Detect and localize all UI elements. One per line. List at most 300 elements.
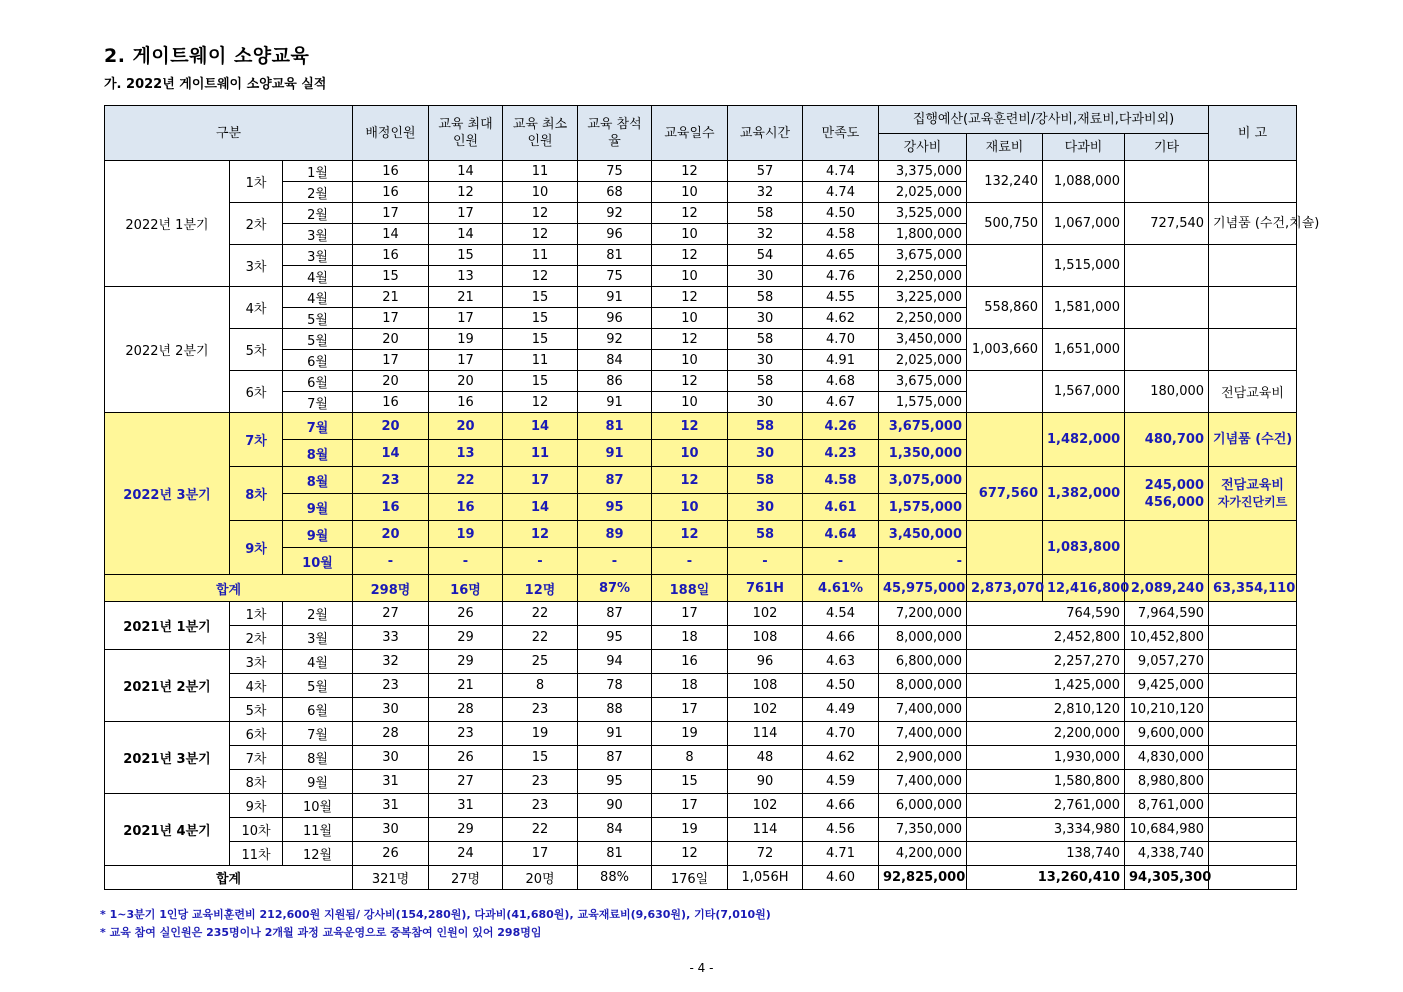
value-cell: 75 bbox=[578, 161, 652, 182]
value-cell: 4.66 bbox=[803, 794, 879, 818]
instructor-fee-cell: - bbox=[879, 548, 967, 575]
material-cell: 558,860 bbox=[967, 287, 1043, 329]
snack-cell: 1,651,000 bbox=[1043, 329, 1125, 371]
value-cell: 11 bbox=[503, 245, 578, 266]
total-cost-cell: 4,338,740 bbox=[1125, 842, 1209, 866]
value-cell: 22 bbox=[429, 467, 503, 494]
value-cell: 12 bbox=[429, 182, 503, 203]
value-cell: 92 bbox=[578, 203, 652, 224]
value-cell: 28 bbox=[429, 698, 503, 722]
value-cell: 23 bbox=[353, 467, 429, 494]
value-cell: 30 bbox=[728, 350, 803, 371]
instructor-fee-cell: 3,675,000 bbox=[879, 413, 967, 440]
value-cell: 16 bbox=[353, 392, 429, 413]
total-value: 45,975,000 bbox=[879, 575, 967, 602]
header-min: 교육 최소인원 bbox=[503, 106, 578, 161]
value-cell: 88 bbox=[578, 698, 652, 722]
value-cell: 4.58 bbox=[803, 224, 879, 245]
total-value: 12,416,800 bbox=[1043, 575, 1125, 602]
value-cell: 16 bbox=[353, 161, 429, 182]
value-cell: 15 bbox=[652, 770, 728, 794]
round-label: 8차 bbox=[230, 770, 283, 794]
value-cell: 72 bbox=[728, 842, 803, 866]
value-cell: 4.61 bbox=[803, 494, 879, 521]
round-label: 3차 bbox=[230, 245, 283, 287]
total-value: 16명 bbox=[429, 575, 503, 602]
table-row bbox=[105, 329, 1297, 350]
table-row bbox=[105, 746, 1297, 770]
etc-cell bbox=[1125, 521, 1209, 575]
total-value: 13,260,410 bbox=[967, 866, 1125, 890]
table-row bbox=[105, 770, 1297, 794]
value-cell: 78 bbox=[578, 674, 652, 698]
value-cell: 30 bbox=[353, 698, 429, 722]
instructor-fee-cell: 7,400,000 bbox=[879, 770, 967, 794]
round-label: 6차 bbox=[230, 371, 283, 413]
total-cost-cell: 4,830,000 bbox=[1125, 746, 1209, 770]
instructor-fee-cell: 3,450,000 bbox=[879, 329, 967, 350]
value-cell: 17 bbox=[429, 308, 503, 329]
value-cell: 17 bbox=[652, 698, 728, 722]
value-cell: 16 bbox=[652, 650, 728, 674]
value-cell: 91 bbox=[578, 722, 652, 746]
value-cell: 17 bbox=[652, 602, 728, 626]
snack-cell: 1,482,000 bbox=[1043, 413, 1125, 467]
value-cell: 4.70 bbox=[803, 722, 879, 746]
footnote-2: * 교육 참여 실인원은 235명이나 2개월 과정 교육운영으로 중복참여 인원이 있어 298명임 bbox=[100, 926, 542, 939]
value-cell: 96 bbox=[578, 224, 652, 245]
value-cell: 12 bbox=[503, 521, 578, 548]
value-cell: 29 bbox=[429, 650, 503, 674]
total-value: 63,354,110 bbox=[1209, 575, 1297, 602]
table-row bbox=[105, 674, 1297, 698]
round-label: 8차 bbox=[230, 467, 283, 521]
value-cell: 94 bbox=[578, 650, 652, 674]
header-max: 교육 최대인원 bbox=[429, 106, 503, 161]
month-cell: 8월 bbox=[283, 746, 353, 770]
value-cell: 20 bbox=[353, 413, 429, 440]
value-cell: 23 bbox=[503, 698, 578, 722]
instructor-fee-cell: 8,000,000 bbox=[879, 626, 967, 650]
value-cell: 30 bbox=[353, 746, 429, 770]
remark-cell: 전담교육비 bbox=[1209, 371, 1297, 413]
value-cell: 15 bbox=[503, 287, 578, 308]
value-cell: 20 bbox=[429, 413, 503, 440]
remark-cell bbox=[1209, 674, 1297, 698]
value-cell: 10 bbox=[652, 266, 728, 287]
value-cell: 16 bbox=[353, 245, 429, 266]
value-cell: 16 bbox=[429, 392, 503, 413]
value-cell: 84 bbox=[578, 350, 652, 371]
remark-cell bbox=[1209, 626, 1297, 650]
total-cost-cell: 9,600,000 bbox=[1125, 722, 1209, 746]
instructor-fee-cell: 3,450,000 bbox=[879, 521, 967, 548]
instructor-fee-cell: 2,900,000 bbox=[879, 746, 967, 770]
table-row bbox=[105, 521, 1297, 548]
value-cell: - bbox=[429, 548, 503, 575]
value-cell: 32 bbox=[353, 650, 429, 674]
value-cell: 4.71 bbox=[803, 842, 879, 866]
value-cell: 15 bbox=[503, 746, 578, 770]
month-cell: 5월 bbox=[283, 329, 353, 350]
value-cell: 14 bbox=[353, 224, 429, 245]
value-cell: 68 bbox=[578, 182, 652, 203]
other-costs-cell: 2,257,270 bbox=[967, 650, 1125, 674]
value-cell: 91 bbox=[578, 392, 652, 413]
other-costs-cell: 2,761,000 bbox=[967, 794, 1125, 818]
value-cell: 17 bbox=[503, 467, 578, 494]
header-gubun: 구분 bbox=[105, 106, 353, 161]
value-cell: 90 bbox=[728, 770, 803, 794]
value-cell: 12 bbox=[503, 266, 578, 287]
value-cell: 31 bbox=[429, 794, 503, 818]
header-satisfaction: 만족도 bbox=[803, 106, 879, 161]
value-cell: 81 bbox=[578, 245, 652, 266]
instructor-fee-cell: 3,525,000 bbox=[879, 203, 967, 224]
value-cell: 4.49 bbox=[803, 698, 879, 722]
value-cell: 20 bbox=[353, 329, 429, 350]
instructor-fee-cell: 3,225,000 bbox=[879, 287, 967, 308]
total-label: 합계 bbox=[105, 866, 353, 890]
value-cell: 96 bbox=[728, 650, 803, 674]
total-value: 321명 bbox=[353, 866, 429, 890]
header-baejeong: 배정인원 bbox=[353, 106, 429, 161]
value-cell: 84 bbox=[578, 818, 652, 842]
value-cell: 86 bbox=[578, 371, 652, 392]
value-cell: 32 bbox=[728, 182, 803, 203]
quarter-label: 2021년 1분기 bbox=[105, 602, 230, 650]
month-cell: 2월 bbox=[283, 203, 353, 224]
month-cell: 6월 bbox=[283, 371, 353, 392]
total-cost-cell: 9,425,000 bbox=[1125, 674, 1209, 698]
value-cell: 12 bbox=[652, 161, 728, 182]
other-costs-cell: 1,580,800 bbox=[967, 770, 1125, 794]
snack-cell: 1,581,000 bbox=[1043, 287, 1125, 329]
month-cell: 2월 bbox=[283, 182, 353, 203]
instructor-fee-cell: 2,025,000 bbox=[879, 350, 967, 371]
total-cost-cell: 10,210,120 bbox=[1125, 698, 1209, 722]
month-cell: 9월 bbox=[283, 521, 353, 548]
value-cell: 31 bbox=[353, 770, 429, 794]
round-label: 4차 bbox=[230, 287, 283, 329]
value-cell: 4.50 bbox=[803, 674, 879, 698]
total-value: 1,056H bbox=[728, 866, 803, 890]
remark-cell: 기념품 (수건,치솔) bbox=[1209, 203, 1297, 245]
table-row bbox=[105, 818, 1297, 842]
value-cell: 10 bbox=[503, 182, 578, 203]
value-cell: 4.74 bbox=[803, 161, 879, 182]
value-cell: - bbox=[803, 548, 879, 575]
instructor-fee-cell: 6,800,000 bbox=[879, 650, 967, 674]
total-value: 2,089,240 bbox=[1125, 575, 1209, 602]
table-row bbox=[105, 842, 1297, 866]
material-cell: 677,560 bbox=[967, 467, 1043, 521]
quarter-label: 2022년 1분기 bbox=[105, 161, 230, 287]
value-cell: 96 bbox=[578, 308, 652, 329]
value-cell: 23 bbox=[503, 794, 578, 818]
value-cell: 12 bbox=[503, 392, 578, 413]
instructor-fee-cell: 3,375,000 bbox=[879, 161, 967, 182]
value-cell: 15 bbox=[503, 329, 578, 350]
value-cell: 26 bbox=[353, 842, 429, 866]
total-cost-cell: 10,452,800 bbox=[1125, 626, 1209, 650]
value-cell: 29 bbox=[429, 818, 503, 842]
remark-cell bbox=[1209, 842, 1297, 866]
header-rate: 교육 참석율 bbox=[578, 106, 652, 161]
value-cell: 30 bbox=[728, 392, 803, 413]
value-cell: 91 bbox=[578, 440, 652, 467]
value-cell: 12 bbox=[652, 521, 728, 548]
round-label: 6차 bbox=[230, 722, 283, 746]
instructor-fee-cell: 7,200,000 bbox=[879, 602, 967, 626]
value-cell: 16 bbox=[353, 494, 429, 521]
round-label: 7차 bbox=[230, 746, 283, 770]
value-cell: 4.76 bbox=[803, 266, 879, 287]
instructor-fee-cell: 3,675,000 bbox=[879, 371, 967, 392]
material-cell: 132,240 bbox=[967, 161, 1043, 203]
value-cell: 21 bbox=[429, 287, 503, 308]
instructor-fee-cell: 3,075,000 bbox=[879, 467, 967, 494]
value-cell: 26 bbox=[429, 602, 503, 626]
value-cell: 4.62 bbox=[803, 746, 879, 770]
remark-value: 전담교육비 bbox=[1221, 477, 1284, 493]
value-cell: 4.58 bbox=[803, 467, 879, 494]
value-cell: 15 bbox=[429, 245, 503, 266]
table-row bbox=[105, 575, 1297, 602]
total-value: 88% bbox=[578, 866, 652, 890]
value-cell: 17 bbox=[353, 350, 429, 371]
value-cell: 30 bbox=[728, 494, 803, 521]
remark-cell bbox=[1209, 329, 1297, 371]
instructor-fee-cell: 4,200,000 bbox=[879, 842, 967, 866]
value-cell: 12 bbox=[652, 287, 728, 308]
round-label: 2차 bbox=[230, 203, 283, 245]
value-cell: 11 bbox=[503, 161, 578, 182]
instructor-fee-cell: 3,675,000 bbox=[879, 245, 967, 266]
quarter-label: 2021년 4분기 bbox=[105, 794, 230, 866]
other-costs-cell: 2,200,000 bbox=[967, 722, 1125, 746]
header-budget: 집행예산(교육훈련비/강사비,재료비,다과비외) bbox=[879, 106, 1209, 134]
material-cell bbox=[967, 413, 1043, 467]
value-cell: 17 bbox=[429, 203, 503, 224]
table-row bbox=[105, 287, 1297, 308]
value-cell: 33 bbox=[353, 626, 429, 650]
value-cell: 81 bbox=[578, 413, 652, 440]
value-cell: 14 bbox=[353, 440, 429, 467]
value-cell: - bbox=[578, 548, 652, 575]
round-label: 1차 bbox=[230, 602, 283, 626]
value-cell: 89 bbox=[578, 521, 652, 548]
snack-cell: 1,567,000 bbox=[1043, 371, 1125, 413]
instructor-fee-cell: 1,350,000 bbox=[879, 440, 967, 467]
month-cell: 3월 bbox=[283, 245, 353, 266]
value-cell: 12 bbox=[652, 467, 728, 494]
total-cost-cell: 8,980,800 bbox=[1125, 770, 1209, 794]
value-cell: 15 bbox=[503, 308, 578, 329]
header-etc: 기타 bbox=[1125, 134, 1209, 161]
etc-cell bbox=[1125, 467, 1209, 521]
value-cell: 10 bbox=[652, 392, 728, 413]
material-cell bbox=[967, 371, 1043, 413]
value-cell: - bbox=[353, 548, 429, 575]
quarter-label: 2022년 3분기 bbox=[105, 413, 230, 575]
month-cell: 3월 bbox=[283, 626, 353, 650]
month-cell: 4월 bbox=[283, 287, 353, 308]
value-cell: 22 bbox=[503, 602, 578, 626]
value-cell: 48 bbox=[728, 746, 803, 770]
value-cell: 17 bbox=[503, 842, 578, 866]
other-costs-cell: 1,425,000 bbox=[967, 674, 1125, 698]
value-cell: 16 bbox=[429, 494, 503, 521]
instructor-fee-cell: 7,400,000 bbox=[879, 722, 967, 746]
round-label: 9차 bbox=[230, 794, 283, 818]
etc-value: 245,000 bbox=[1144, 477, 1205, 493]
month-cell: 7월 bbox=[283, 392, 353, 413]
value-cell: 30 bbox=[353, 818, 429, 842]
month-cell: 8월 bbox=[283, 440, 353, 467]
total-value: 4.61% bbox=[803, 575, 879, 602]
value-cell: - bbox=[652, 548, 728, 575]
footnote-1: * 1~3분기 1인당 교육비훈련비 212,600원 지원됨/ 강사비(154,280원), 다과비(41,680원), 교육재료비(9,630원), 기타(7,010원) bbox=[100, 908, 771, 921]
value-cell: 31 bbox=[353, 794, 429, 818]
total-value: 92,825,000 bbox=[879, 866, 967, 890]
value-cell: - bbox=[728, 548, 803, 575]
remark-cell bbox=[1209, 722, 1297, 746]
round-label: 7차 bbox=[230, 413, 283, 467]
value-cell: 13 bbox=[429, 266, 503, 287]
value-cell: 14 bbox=[429, 224, 503, 245]
table-row bbox=[105, 722, 1297, 746]
value-cell: 4.67 bbox=[803, 392, 879, 413]
total-cost-cell: 9,057,270 bbox=[1125, 650, 1209, 674]
value-cell: 19 bbox=[503, 722, 578, 746]
value-cell: 81 bbox=[578, 842, 652, 866]
snack-cell: 1,382,000 bbox=[1043, 467, 1125, 521]
total-value: 298명 bbox=[353, 575, 429, 602]
round-label: 3차 bbox=[230, 650, 283, 674]
value-cell: 4.64 bbox=[803, 521, 879, 548]
month-cell: 6월 bbox=[283, 698, 353, 722]
month-cell: 8월 bbox=[283, 467, 353, 494]
value-cell: 15 bbox=[503, 371, 578, 392]
value-cell: 58 bbox=[728, 413, 803, 440]
value-cell: 26 bbox=[429, 746, 503, 770]
remark-cell bbox=[1209, 698, 1297, 722]
value-cell: 90 bbox=[578, 794, 652, 818]
instructor-fee-cell: 6,000,000 bbox=[879, 794, 967, 818]
value-cell: 95 bbox=[578, 770, 652, 794]
table-row bbox=[105, 698, 1297, 722]
value-cell: 58 bbox=[728, 467, 803, 494]
table-row bbox=[105, 245, 1297, 266]
snack-cell: 1,515,000 bbox=[1043, 245, 1125, 287]
value-cell: 20 bbox=[353, 521, 429, 548]
value-cell: 87 bbox=[578, 467, 652, 494]
month-cell: 3월 bbox=[283, 224, 353, 245]
value-cell: 23 bbox=[429, 722, 503, 746]
quarter-label: 2021년 2분기 bbox=[105, 650, 230, 722]
remark-cell bbox=[1209, 287, 1297, 329]
remark-cell bbox=[1209, 602, 1297, 626]
value-cell: 17 bbox=[353, 308, 429, 329]
value-cell: 108 bbox=[728, 674, 803, 698]
education-results-table bbox=[104, 105, 1320, 890]
value-cell: 30 bbox=[728, 308, 803, 329]
value-cell: 32 bbox=[728, 224, 803, 245]
total-value: 27명 bbox=[429, 866, 503, 890]
snack-cell: 1,088,000 bbox=[1043, 161, 1125, 203]
table-row bbox=[105, 203, 1297, 224]
value-cell: 25 bbox=[503, 650, 578, 674]
value-cell: 114 bbox=[728, 722, 803, 746]
value-cell: 8 bbox=[503, 674, 578, 698]
value-cell: 10 bbox=[652, 440, 728, 467]
other-costs-cell: 2,452,800 bbox=[967, 626, 1125, 650]
value-cell: 4.68 bbox=[803, 371, 879, 392]
value-cell: 4.70 bbox=[803, 329, 879, 350]
etc-cell bbox=[1125, 287, 1209, 329]
instructor-fee-cell: 2,250,000 bbox=[879, 266, 967, 287]
value-cell: 108 bbox=[728, 626, 803, 650]
value-cell: 4.50 bbox=[803, 203, 879, 224]
total-value: 188일 bbox=[652, 575, 728, 602]
value-cell: 17 bbox=[652, 794, 728, 818]
value-cell: 17 bbox=[353, 203, 429, 224]
round-label: 5차 bbox=[230, 698, 283, 722]
value-cell: 95 bbox=[578, 494, 652, 521]
value-cell: 4.26 bbox=[803, 413, 879, 440]
value-cell: 21 bbox=[429, 674, 503, 698]
instructor-fee-cell: 7,350,000 bbox=[879, 818, 967, 842]
value-cell: 15 bbox=[353, 266, 429, 287]
material-cell bbox=[967, 521, 1043, 575]
value-cell: 19 bbox=[652, 818, 728, 842]
remark-cell bbox=[1209, 245, 1297, 287]
round-label: 4차 bbox=[230, 674, 283, 698]
remark-cell bbox=[1209, 746, 1297, 770]
value-cell: 29 bbox=[429, 626, 503, 650]
section-subtitle: 가. 2022년 게이트웨이 소양교육 실적 bbox=[104, 77, 327, 92]
other-costs-cell: 2,810,120 bbox=[967, 698, 1125, 722]
value-cell: 12 bbox=[652, 842, 728, 866]
month-cell: 10월 bbox=[283, 794, 353, 818]
instructor-fee-cell: 2,250,000 bbox=[879, 308, 967, 329]
value-cell: 10 bbox=[652, 494, 728, 521]
snack-cell: 1,083,800 bbox=[1043, 521, 1125, 575]
instructor-fee-cell: 1,800,000 bbox=[879, 224, 967, 245]
table-row bbox=[105, 161, 1297, 182]
round-label: 11차 bbox=[230, 842, 283, 866]
table-row bbox=[105, 650, 1297, 674]
total-value: 94,305,300 bbox=[1125, 866, 1209, 890]
value-cell: 13 bbox=[429, 440, 503, 467]
value-cell: 21 bbox=[353, 287, 429, 308]
value-cell: 28 bbox=[353, 722, 429, 746]
other-costs-cell: 138,740 bbox=[967, 842, 1125, 866]
month-cell: 6월 bbox=[283, 350, 353, 371]
round-label: 5차 bbox=[230, 329, 283, 371]
value-cell: 23 bbox=[503, 770, 578, 794]
value-cell: 58 bbox=[728, 203, 803, 224]
snack-cell: 1,067,000 bbox=[1043, 203, 1125, 245]
quarter-label: 2022년 2분기 bbox=[105, 287, 230, 413]
value-cell: 27 bbox=[353, 602, 429, 626]
month-cell: 9월 bbox=[283, 494, 353, 521]
value-cell: 58 bbox=[728, 287, 803, 308]
month-cell: 4월 bbox=[283, 266, 353, 287]
header-snack: 다과비 bbox=[1043, 134, 1125, 161]
table-row bbox=[105, 602, 1297, 626]
